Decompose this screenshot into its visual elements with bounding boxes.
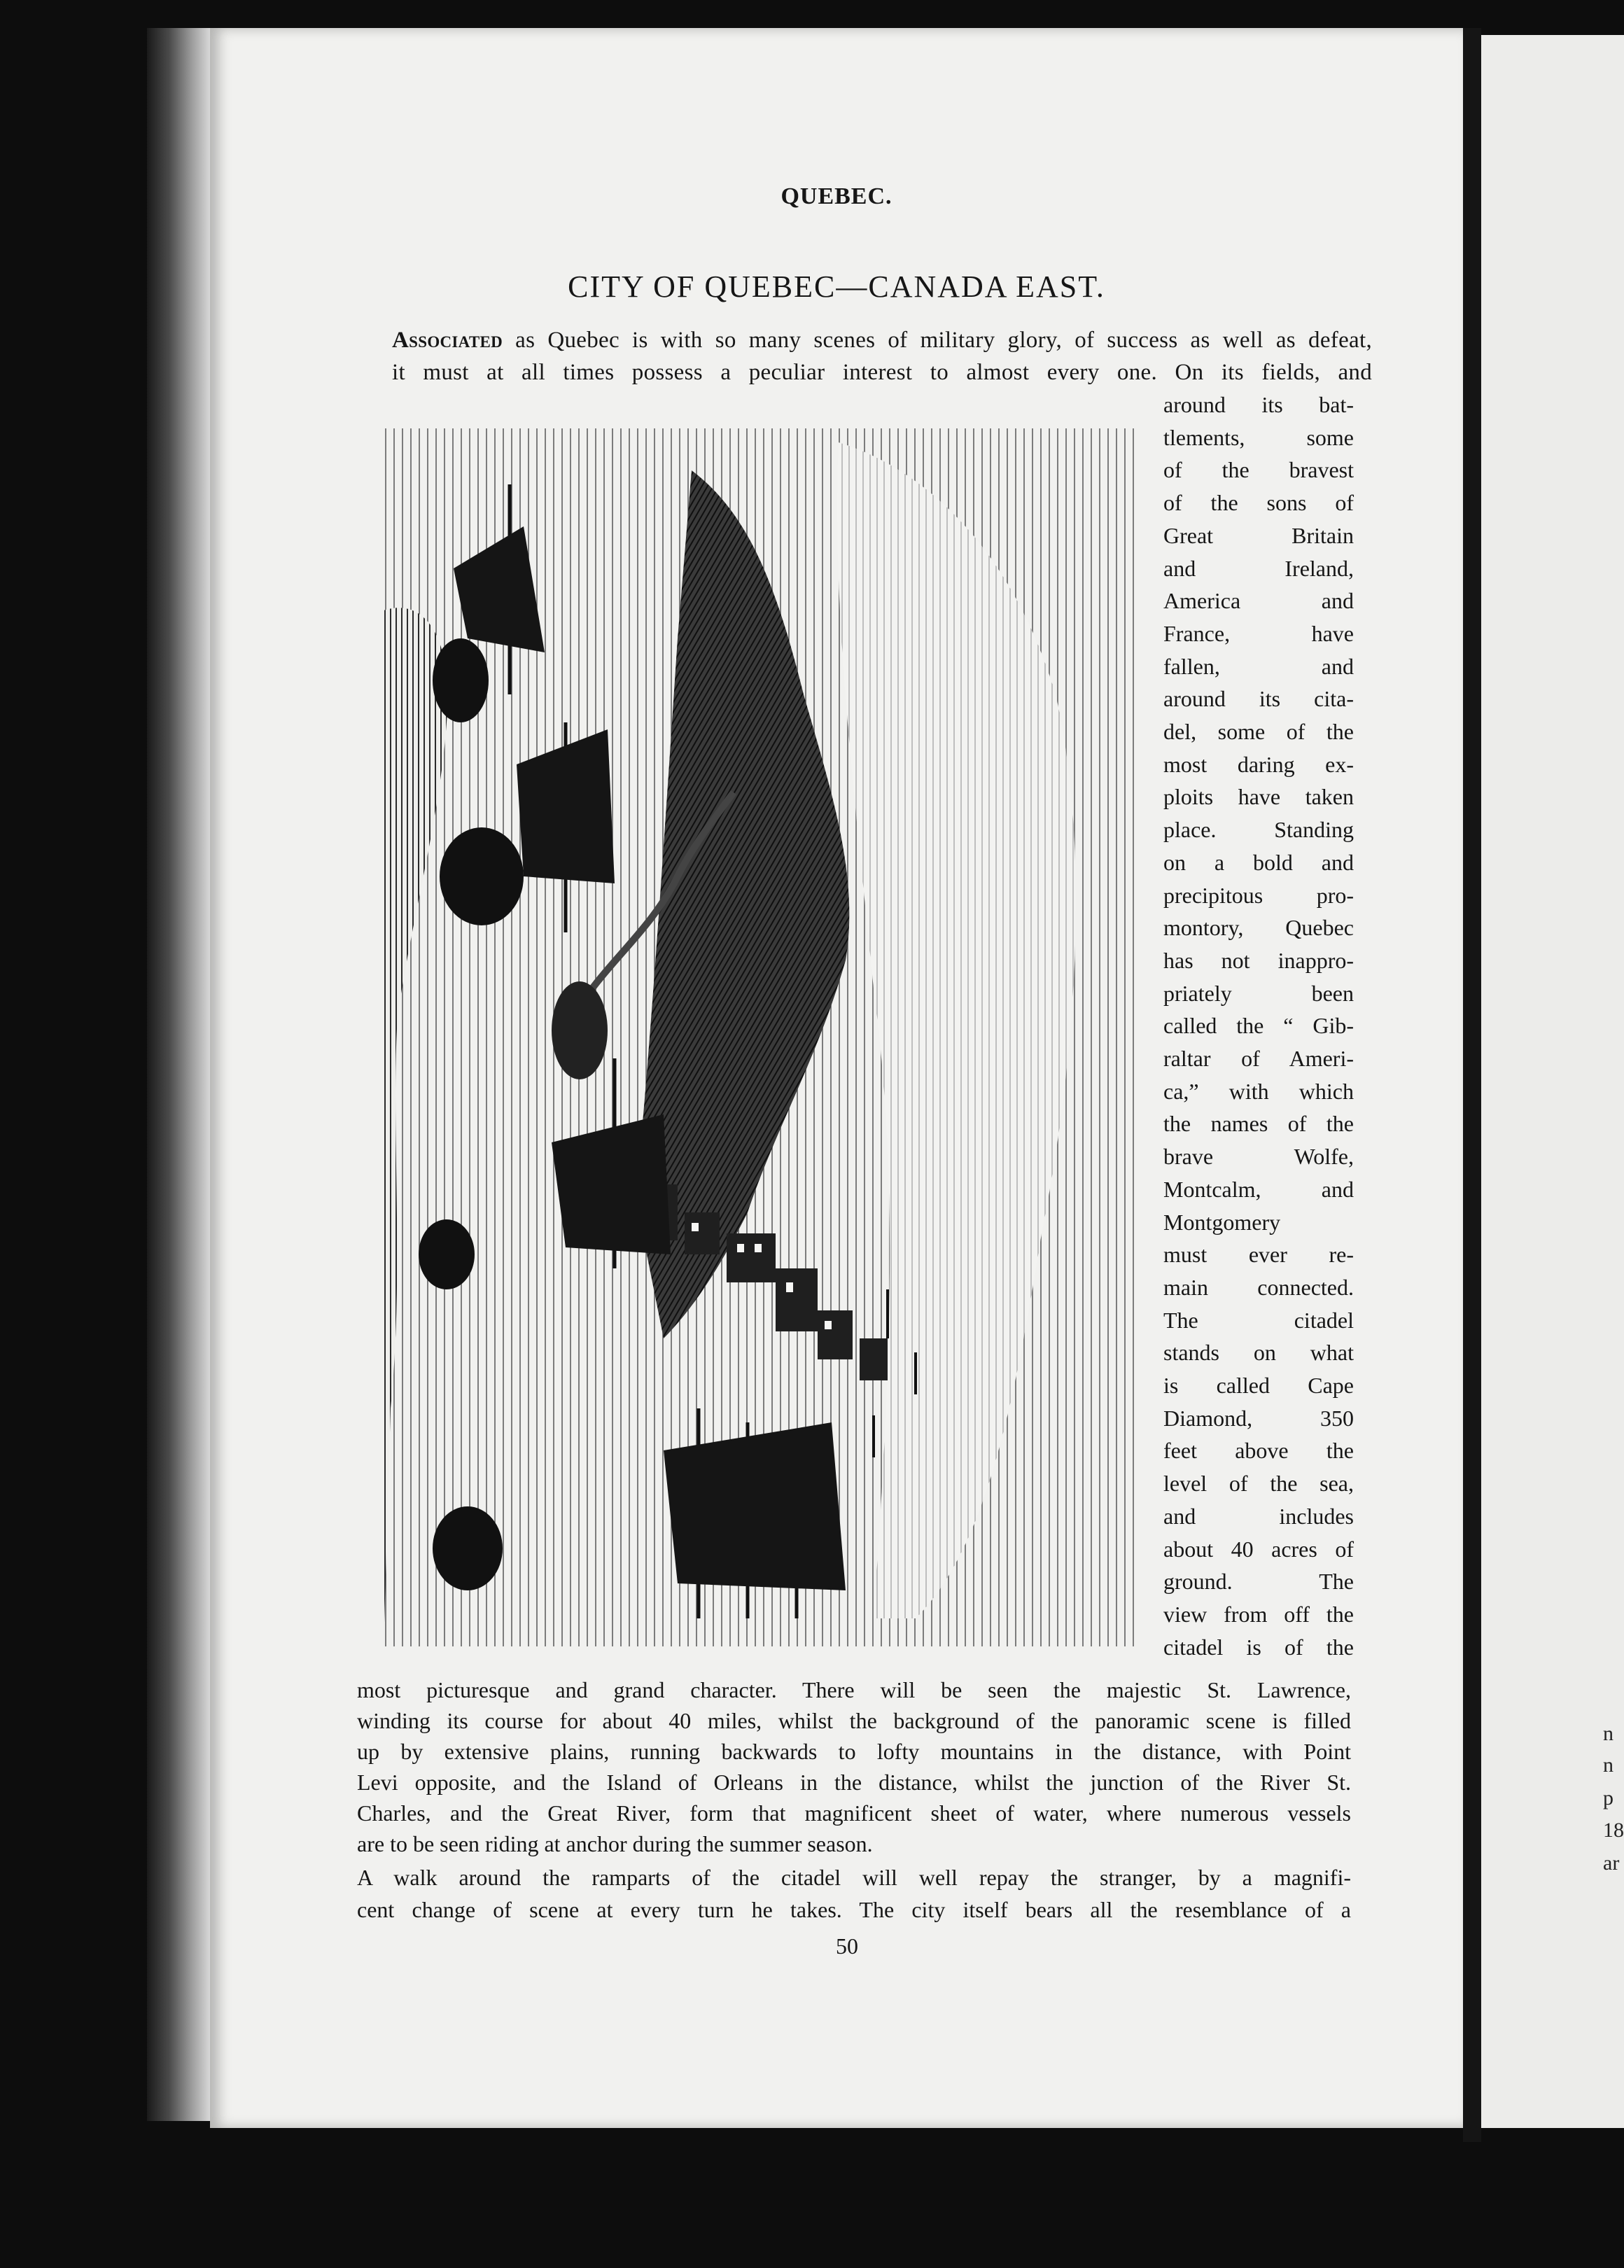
column-line: fallen, and: [1163, 654, 1354, 679]
column-line: of the sons of: [1163, 490, 1354, 515]
scan-binding-edge: [147, 28, 210, 2121]
adjacent-page: [1481, 35, 1624, 2128]
body-line: up by extensive plains, running backwards to lofty mountains in the distance, with Point: [357, 1739, 1351, 1764]
column-line: America and: [1163, 588, 1354, 613]
column-line: Great Britain: [1163, 523, 1354, 548]
column-line: level of the sea,: [1163, 1471, 1354, 1496]
column-line: Montcalm, and: [1163, 1177, 1354, 1202]
body-line: Charles, and the Great River, form that magnificent sheet of water, where numerous vessels: [357, 1800, 1351, 1826]
column-line: ca,” with which: [1163, 1079, 1354, 1104]
column-line: priately been: [1163, 981, 1354, 1006]
column-line: view from off the: [1163, 1602, 1354, 1627]
adjacent-page-fragment: 18: [1603, 1819, 1624, 1842]
column-line: must ever re-: [1163, 1242, 1354, 1267]
column-line: the names of the: [1163, 1111, 1354, 1136]
column-line: stands on what: [1163, 1340, 1354, 1365]
column-line: around its cita-: [1163, 686, 1354, 711]
column-line: about 40 acres of: [1163, 1536, 1354, 1562]
column-line: and Ireland,: [1163, 556, 1354, 581]
page-number: 50: [836, 1933, 858, 1959]
column-line: raltar of Ameri-: [1163, 1046, 1354, 1071]
column-line: The citadel: [1163, 1308, 1354, 1333]
quebec-engraving-image: [384, 428, 1140, 1646]
column-line: France, have: [1163, 621, 1354, 646]
column-line: feet above the: [1163, 1438, 1354, 1463]
column-line: Montgomery: [1163, 1210, 1281, 1235]
column-line: citadel is of the: [1163, 1634, 1354, 1660]
intro-first-word: Associated: [392, 328, 503, 353]
column-line: precipitous pro-: [1163, 883, 1354, 908]
column-line: of the bravest: [1163, 457, 1354, 482]
body-line: cent change of scene at every turn he takes. The city itself bears all the resemblance of a: [357, 1897, 1351, 1922]
intro-line-1: [392, 328, 1372, 354]
body-line: most picturesque and grand character. There will be seen the majestic St. Lawrence,: [357, 1677, 1351, 1702]
column-line: around its bat-: [1163, 392, 1354, 417]
column-line: and includes: [1163, 1504, 1354, 1529]
column-line: ground. The: [1163, 1569, 1354, 1594]
adjacent-page-fragment: n: [1603, 1722, 1614, 1745]
adjacent-page-fragment: ar: [1603, 1851, 1620, 1875]
adjacent-page-fragment: p: [1603, 1786, 1614, 1809]
column-line: called the “ Gib-: [1163, 1013, 1354, 1038]
column-line: has not inappro-: [1163, 948, 1354, 973]
column-line: montory, Quebec: [1163, 915, 1354, 940]
column-line: Diamond, 350: [1163, 1406, 1354, 1431]
page-gutter: [1463, 28, 1481, 2142]
running-head: QUEBEC.: [780, 183, 892, 209]
column-line: brave Wolfe,: [1163, 1144, 1354, 1169]
body-line: winding its course for about 40 miles, whilst the background of the panoramic scene is filled: [357, 1708, 1351, 1733]
intro-line-1-text: as Quebec is with so many scenes of military glory, of success as well as defeat,: [503, 328, 1372, 353]
column-line: place. Standing: [1163, 817, 1354, 842]
column-line: on a bold and: [1163, 850, 1354, 875]
column-line: del, some of the: [1163, 719, 1354, 744]
body-line: A walk around the ramparts of the citadel will well repay the stranger, by a magnifi-: [357, 1865, 1351, 1890]
intro-line-2: it must at all times possess a peculiar interest to almost every one. On its fields, and: [392, 360, 1372, 385]
column-line: tlements, some: [1163, 425, 1354, 450]
article-title: CITY OF QUEBEC—CANADA EAST.: [568, 270, 1105, 304]
adjacent-page-fragment: n: [1603, 1754, 1614, 1777]
body-line: Levi opposite, and the Island of Orleans in the distance, whilst the junction of the River St.: [357, 1770, 1351, 1795]
column-line: ploits have taken: [1163, 784, 1354, 809]
column-line: most daring ex-: [1163, 752, 1354, 777]
column-line: main connected.: [1163, 1275, 1354, 1300]
body-line: are to be seen riding at anchor during the summer season.: [357, 1831, 873, 1856]
column-line: is called Cape: [1163, 1373, 1354, 1398]
